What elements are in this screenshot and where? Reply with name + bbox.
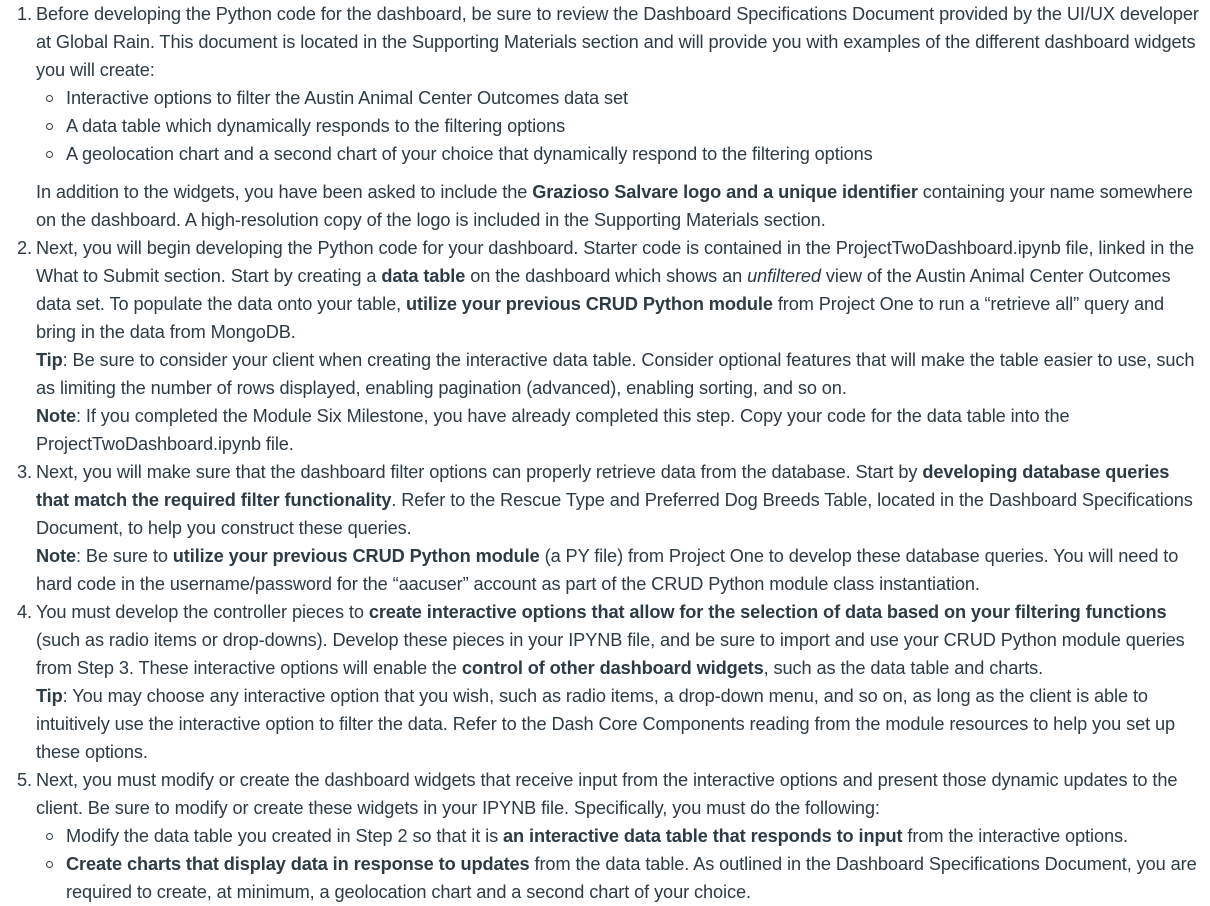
logo-paragraph: In addition to the widgets, you have been asked to include the Grazioso Salvare logo and a unique identifier containing your name somewhere on the dashboard. A high-resolution copy of the logo is included in the Supporting Materials section.: [36, 182, 1193, 230]
step-1: [17, 0, 1204, 234]
step-number: 3.: [17, 462, 32, 482]
circle-bullet-icon: [46, 151, 53, 158]
step-text: Next, you will make sure that the dashboard filter options can properly retrieve data from the database. Start by developing database queries that match the required filter functionality. Refer to the Rescue Type and Preferred Dog Breeds Table, located in the Dashboard Specifications Document, to help you construct these queries.: [36, 462, 1193, 538]
list-item: Modify the data table you created in Step 2 so that it is an interactive data table that responds to input from the interactive options.: [66, 822, 1204, 850]
widget-list: [36, 84, 1204, 168]
step-text: Next, you will begin developing the Python code for your dashboard. Starter code is contained in the ProjectTwoDashboard.ipynb file, linked in the What to Submit section. Start by creating a data table on the dashboard which shows an unfiltered view of the Austin Animal Center Outcomes data set. To populate the data onto your table, utilize your previous CRUD Python module from Project One to run a “retrieve all” query and bring in the data from MongoDB.: [36, 238, 1195, 342]
note-label: Note: [36, 546, 77, 566]
tip-label: Tip: [36, 686, 63, 706]
step-number: 1.: [17, 4, 32, 24]
step-number: 5.: [17, 770, 32, 790]
bold-text: Grazioso Salvare logo and a unique identifier: [532, 182, 918, 202]
circle-bullet-icon: [46, 95, 53, 102]
note-label: Note: [36, 406, 77, 426]
list-item: Interactive options to filter the Austin Animal Center Outcomes data set: [66, 84, 1204, 112]
step-4: [17, 598, 1204, 766]
tip-paragraph: Tip: Be sure to consider your client when creating the interactive data table. Consider optional features that will make the table easier to use, such as limiting the number of rows displayed, enabling pagination (advanced), enabling sorting, and so on.: [36, 350, 1195, 398]
step-number: 2.: [17, 238, 32, 258]
tip-label: Tip: [36, 350, 63, 370]
step-5: [17, 766, 1204, 906]
tip-paragraph: Tip: You may choose any interactive option that you wish, such as radio items, a drop-down menu, and so on, as long as the client is able to intuitively use the interactive option to filter the data. Refer to the Dash Core Components reading from the module resources to help you set up these options.: [36, 686, 1176, 762]
step-2: [17, 234, 1204, 458]
circle-bullet-icon: [46, 123, 53, 130]
task-list: [36, 822, 1204, 906]
note-paragraph: Note: Be sure to utilize your previous CRUD Python module (a PY file) from Project One to develop these database queries. You will need to hard code in the username/password for the “aacuser” account as part of the CRUD Python module class instantiation.: [36, 546, 1179, 594]
list-item: A data table which dynamically responds to the filtering options: [66, 112, 1204, 140]
step-3: [17, 458, 1204, 598]
step-number: 4.: [17, 602, 32, 622]
step-text: Before developing the Python code for the dashboard, be sure to review the Dashboard Specifications Document provided by the UI/UX developer at Global Rain. This document is located in the Supporting Materials section and will provide you with examples of the different dashboard widgets you will create:: [36, 4, 1199, 80]
note-paragraph: Note: If you completed the Module Six Milestone, you have already completed this step. Copy your code for the data table into the ProjectTwoDashboard.ipynb file.: [36, 406, 1070, 454]
circle-bullet-icon: [46, 833, 53, 840]
step-text: You must develop the controller pieces to create interactive options that allow for the selection of data based on your filtering functions (such as radio items or drop-downs). Develop these pieces in your IPYNB file, and be sure to import and use your CRUD Python module queries from Step 3. These interactive options will enable the control of other dashboard widgets, such as the data table and charts.: [36, 602, 1185, 678]
list-item: Create charts that display data in response to updates from the data table. As outlined in the Dashboard Specifications Document, you are required to create, at minimum, a geolocation chart and a second chart of your choice.: [66, 850, 1204, 906]
step-text: Next, you must modify or create the dashboard widgets that receive input from the interactive options and present those dynamic updates to the client. Be sure to modify or create these widgets in your IPYNB file. Specifically, you must do the following:: [36, 770, 1178, 818]
circle-bullet-icon: [46, 861, 53, 868]
list-item: A geolocation chart and a second chart of your choice that dynamically respond to the filtering options: [66, 140, 1204, 168]
